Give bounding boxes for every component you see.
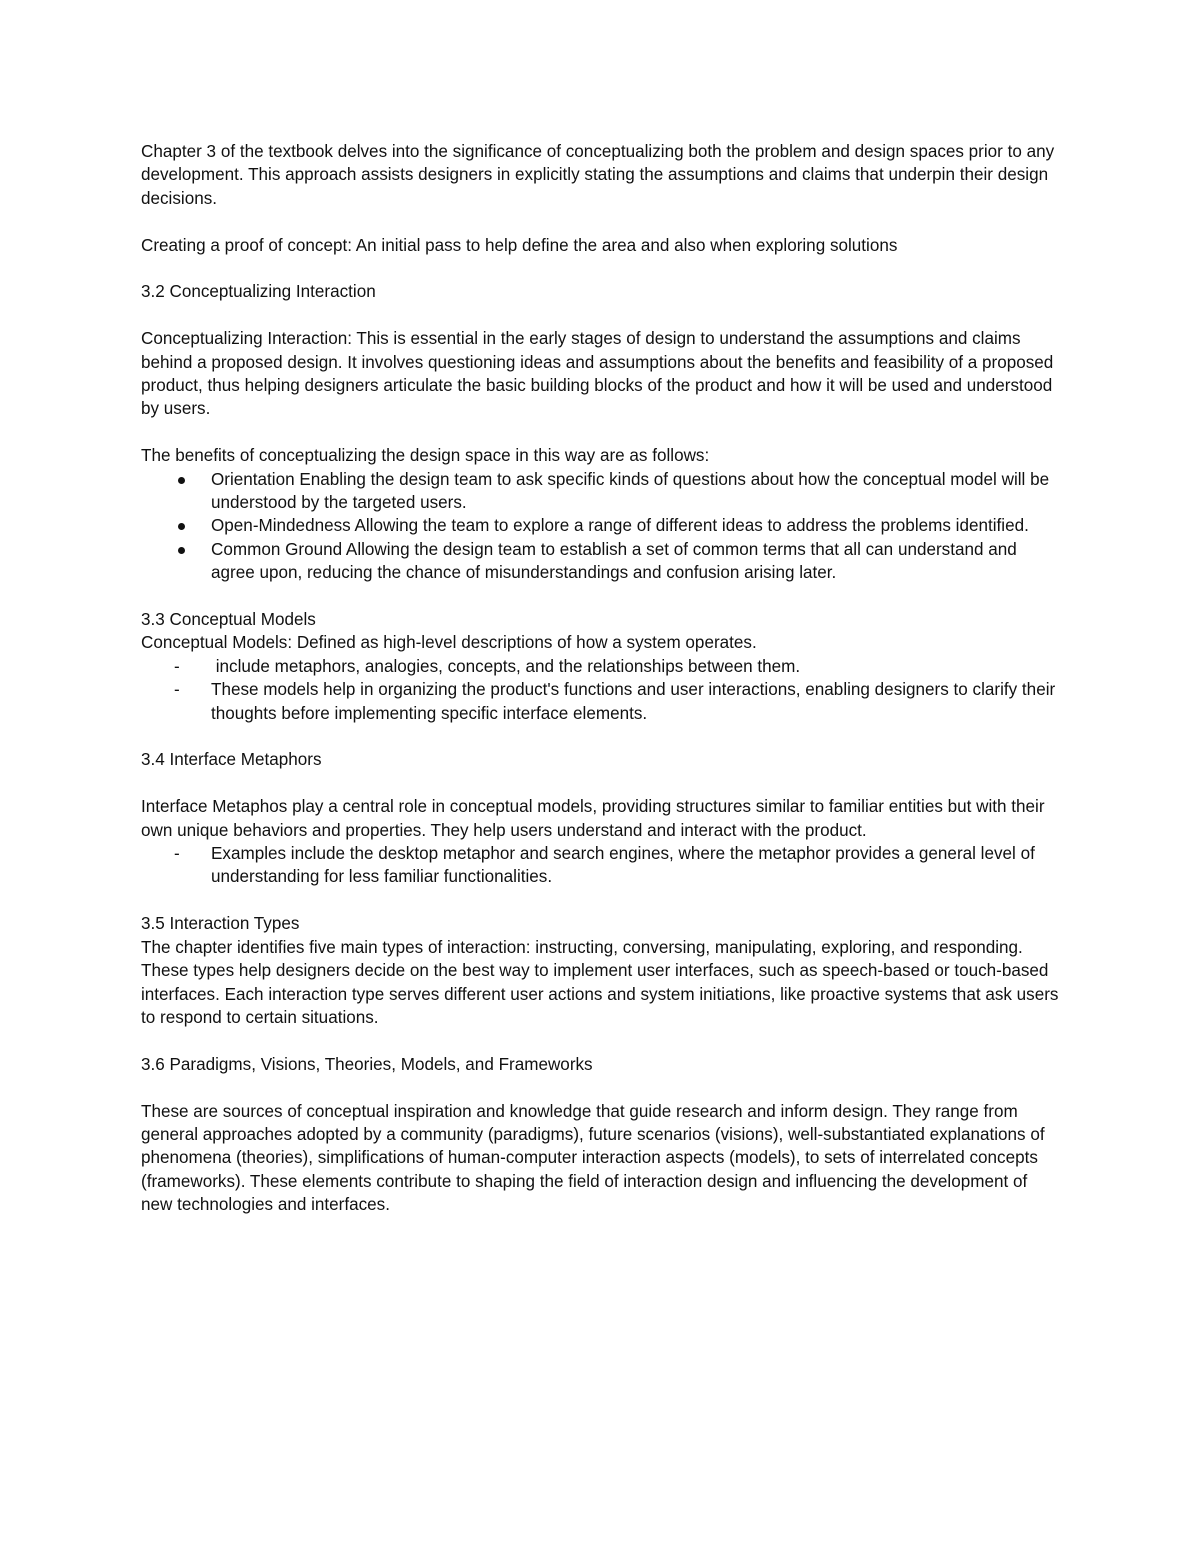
spacer xyxy=(141,1076,1061,1099)
bullet-icon xyxy=(178,547,185,554)
section-3-2-heading: 3.2 Conceptualizing Interaction xyxy=(141,282,376,302)
spacer xyxy=(141,421,1061,444)
list-item-text: Common Ground Allowing the design team to establish a set of common terms that all can understand and agree upon, reducing the chance of misunderstandings and confusion arising later. xyxy=(211,539,1017,583)
dash-icon: - xyxy=(174,680,180,700)
spacer xyxy=(141,889,1061,912)
list-item-text: Examples include the desktop metaphor and search engines, where the metaphor provides a general level of understanding for less familiar functionalities. xyxy=(211,844,1035,887)
document-page xyxy=(141,140,1061,1217)
dash-icon: - xyxy=(174,656,180,676)
spacer xyxy=(141,257,1061,280)
section-3-3-heading: 3.3 Conceptual Models xyxy=(141,610,316,630)
section-3-2-body: Conceptualizing Interaction: This is essential in the early stages of design to understand the assumptions and claims behind a proposed design. It involves questioning ideas and assumptions about the benefits and feasibility of a proposed product, thus helping designers articulate the basic building blocks of the product and how it will be used and understood by users. xyxy=(141,329,1054,419)
bullet-icon xyxy=(178,523,185,530)
section-3-4-heading: 3.4 Interface Metaphors xyxy=(141,750,322,770)
spacer xyxy=(141,304,1061,327)
list-item-text: Open-Mindedness Allowing the team to explore a range of different ideas to address the problems identified. xyxy=(211,516,1029,536)
list-item-text: include metaphors, analogies, concepts, and the relationships between them. xyxy=(211,656,801,676)
proof-of-concept-paragraph: Creating a proof of concept: An initial pass to help define the area and also when exploring solutions xyxy=(141,235,898,255)
section-3-3-body: Conceptual Models: Defined as high-level descriptions of how a system operates. xyxy=(141,633,757,653)
section-3-5-heading: 3.5 Interaction Types xyxy=(141,914,300,934)
list-item xyxy=(141,538,1061,585)
bullet-icon xyxy=(178,477,185,484)
section-3-6-heading: 3.6 Paradigms, Visions, Theories, Models, and Frameworks xyxy=(141,1054,593,1074)
list-item-text: These models help in organizing the product's functions and user interactions, enabling designers to clarify their thoughts before implementing specific interface elements. xyxy=(211,680,1056,723)
section-3-6-body: These are sources of conceptual inspiration and knowledge that guide research and inform design. They range from general approaches adopted by a community (paradigms), future scenarios (visions), well-substantiated explanations of phenomena (theories), simplifications of human-computer interaction aspects (models), to sets of interrelated concepts (frameworks). These elements contribute to shaping the field of interaction design and influencing the development of new technologies and interfaces. xyxy=(141,1101,1045,1215)
section-3-4-body: Interface Metaphos play a central role in conceptual models, providing structures similar to familiar entities but with their own unique behaviors and properties. They help users understand and interact with the product. xyxy=(141,797,1045,840)
list-item xyxy=(141,468,1061,515)
benefits-intro: The benefits of conceptualizing the design space in this way are as follows: xyxy=(141,446,710,466)
spacer xyxy=(141,585,1061,608)
list-item xyxy=(141,678,1061,725)
list-item xyxy=(141,655,1061,678)
spacer xyxy=(141,1029,1061,1052)
dash-icon: - xyxy=(174,844,180,864)
spacer xyxy=(141,772,1061,795)
conceptual-models-list xyxy=(141,655,1061,725)
benefits-list xyxy=(141,468,1061,585)
intro-paragraph: Chapter 3 of the textbook delves into the significance of conceptualizing both the problem and design spaces prior to any development. This approach assists designers in explicitly stating the assumptions and claims that underpin their design decisions. xyxy=(141,142,1055,208)
list-item xyxy=(141,514,1061,537)
interface-metaphors-list xyxy=(141,842,1061,889)
spacer xyxy=(141,210,1061,233)
list-item-text: Orientation Enabling the design team to ask specific kinds of questions about how the conceptual model will be understood by the targeted users. xyxy=(211,469,1050,513)
spacer xyxy=(141,725,1061,748)
list-item xyxy=(141,842,1061,889)
section-3-5-body: The chapter identifies five main types of interaction: instructing, conversing, manipulating, exploring, and responding. These types help designers decide on the best way to implement user interfaces, such as speech-based or touch-based interfaces. Each interaction type serves different user actions and system initiations, like proactive systems that ask users to respond to certain situations. xyxy=(141,937,1059,1027)
